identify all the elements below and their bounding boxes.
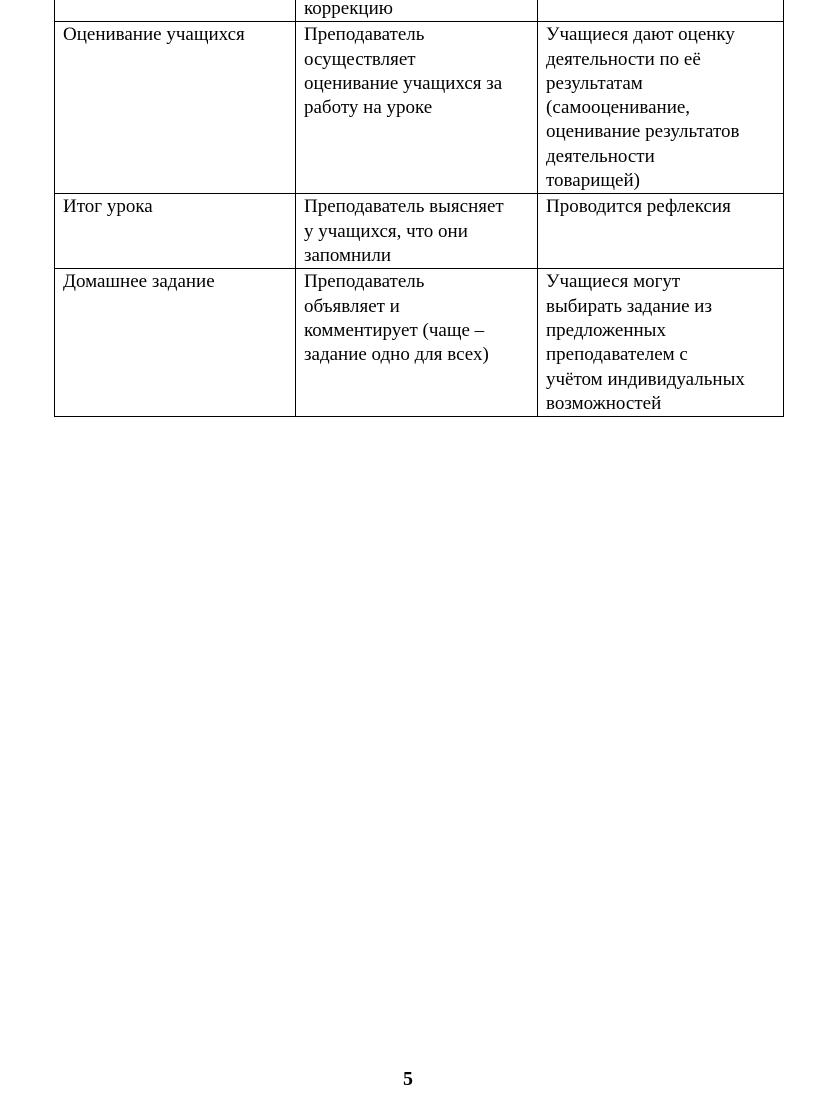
table-row	[55, 194, 784, 269]
teacher-text: Преподаватель объявляет и комментирует (чаще – задание одно для всех)	[304, 271, 489, 366]
teacher-text: Преподаватель выясняет у учащихся, что они запомнили	[304, 196, 504, 266]
stage-text: Домашнее задание	[63, 271, 215, 293]
students-text: Учащиеся могут выбирать задание из предложенных преподавателем с учётом индивидуальных возможностей	[546, 271, 745, 414]
teacher-text: коррекцию	[304, 0, 393, 19]
students-cell	[538, 269, 784, 417]
students-text: Проводится рефлексия	[546, 196, 731, 218]
teacher-cell	[296, 0, 538, 22]
students-cell	[538, 194, 784, 269]
stage-text: Итог урока	[63, 196, 153, 218]
teacher-cell	[296, 194, 538, 269]
teacher-cell	[296, 269, 538, 417]
lesson-stages-table	[54, 0, 784, 417]
table-row	[55, 22, 784, 194]
stage-cell	[55, 0, 296, 22]
students-cell	[538, 22, 784, 194]
students-text: Учащиеся дают оценку деятельности по её результатам (самооценивание, оценивание результатов деятельности товарищей)	[546, 24, 740, 192]
page-number: 5	[403, 1068, 413, 1090]
stage-cell	[55, 269, 296, 417]
table-row	[55, 0, 784, 22]
stage-text: Оценивание учащихся	[63, 24, 245, 46]
stage-cell	[55, 22, 296, 194]
teacher-cell	[296, 22, 538, 194]
students-cell	[538, 0, 784, 22]
stage-cell	[55, 194, 296, 269]
table-row	[55, 269, 784, 417]
teacher-text: Преподаватель осуществляет оценивание учащихся за работу на уроке	[304, 24, 503, 119]
